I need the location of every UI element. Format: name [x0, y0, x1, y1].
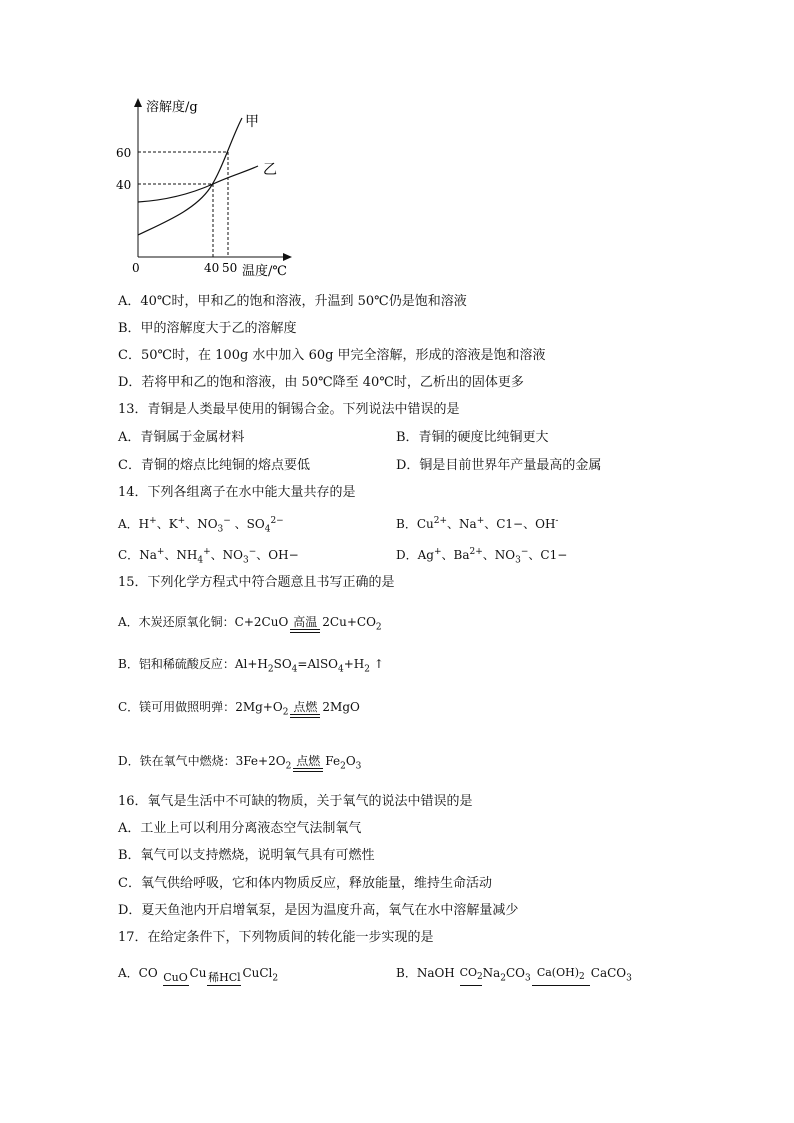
q15-option-c-condition	[290, 701, 320, 718]
q15-option-c: C．镁可用做照明弹：$2Mg+O_2$ 点燃 2MgO	[118, 700, 360, 718]
q17-option-b-arrow1	[460, 967, 482, 986]
y-axis-arrow	[134, 98, 142, 107]
q17-option-a-arrow2	[207, 972, 241, 986]
q17-option-b: B．NaOH $CO_2$ $Na_2CO_3$ $Ca(OH)_2$ CaCO$_3$	[396, 965, 632, 986]
q13-option-a: A．青铜属于金属材料	[118, 430, 245, 445]
q13-stem: 13．青铜是人类最早使用的铜锡合金。下列说法中错误的是	[118, 402, 460, 417]
q14-option-c: C．Na+、$NH_4^+$、$NO_3^-$、OH−	[118, 547, 299, 566]
q17-option-b-arrow2	[532, 967, 590, 986]
q14-option-b: B．$Cu^{2+}$、Na+、C1−、OH-	[396, 516, 559, 531]
q15-option-d-condition	[293, 755, 323, 772]
origin-label: 0	[132, 261, 140, 275]
q15-option-b-label: B．铝和稀硫酸反应：	[118, 657, 235, 671]
q17-option-a-arrow1	[163, 972, 189, 986]
q17-option-b-reagent2: $Ca(OH)_2$	[536, 966, 585, 983]
q14-option-c-label: C．	[118, 548, 140, 562]
q15-option-a-condition	[290, 616, 320, 633]
x-tick-40: 40	[204, 261, 220, 275]
q15-option-c-cond-text: 点燃	[293, 700, 318, 715]
q17-option-a-reagent2: 稀HCl	[208, 971, 241, 985]
q17-option-a: A．CO CuO Cu 稀HCl CuCl$_2$	[118, 966, 279, 985]
q14-option-d-label: D．	[396, 548, 418, 562]
q15-option-b: B．铝和稀硫酸反应：$Al+H_2SO_4=AlSO_4+H_2$ ↑	[118, 657, 384, 675]
q17-option-a-start: A．CO	[118, 966, 158, 980]
q16-option-a: A．工业上可以利用分离液态空气法制氧气	[118, 821, 362, 836]
y-tick-60: 60	[116, 146, 132, 160]
q17-option-b-start: B．NaOH	[396, 966, 455, 980]
q15-option-d: D．铁在氧气中燃烧：$3Fe+2O_2$ 点燃 $Fe_2O_3$	[118, 754, 362, 772]
q16-option-b: B．氧气可以支持燃烧，说明氧气具有可燃性	[118, 848, 375, 863]
q17-option-b-mid: Na	[482, 966, 501, 980]
q14-option-d: D．Ag+、$Ba^{2+}$、$NO_3^-$、C1−	[396, 547, 568, 566]
q15-option-c-label: C．镁可用做照明弹：	[118, 700, 236, 714]
q16-option-d: D．夏天鱼池内开启增氧泵，是因为温度升高，氧气在水中溶解量减少	[118, 903, 519, 918]
series-jia-label: 甲	[245, 114, 259, 130]
q17-option-a-reagent1: CuO	[163, 971, 188, 985]
q12-option-a: A．40℃时，甲和乙的饱和溶液，升温到 50℃仍是饱和溶液	[118, 294, 467, 309]
q17-option-b-reagent1: $CO_2$	[459, 966, 483, 983]
q12-option-d: D．若将甲和乙的饱和溶液，由 50℃降至 40℃时，乙析出的固体更多	[118, 375, 524, 390]
q16-stem: 16．氧气是生活中不可缺的物质，关于氧气的说法中错误的是	[118, 794, 473, 809]
q15-option-a: A．木炭还原氧化铜：C+2CuO 高温 $2Cu+CO_2$	[118, 615, 382, 633]
q15-stem: 15．下列化学方程式中符合题意且书写正确的是	[118, 575, 395, 590]
x-axis-label: 温度/℃	[242, 264, 287, 279]
q17-option-b-end: CaCO	[590, 966, 627, 980]
q14-option-b-label: B．	[396, 517, 417, 531]
q13-option-c: C．青铜的熔点比纯铜的熔点要低	[118, 458, 310, 473]
x-axis-arrow	[283, 253, 292, 261]
solubility-chart	[110, 92, 300, 282]
x-tick-50: 50	[222, 261, 238, 275]
q14-option-a-label: A．	[118, 517, 139, 531]
series-yi-label: 乙	[263, 162, 277, 178]
q12-option-b: B．甲的溶解度大于乙的溶解度	[118, 321, 297, 336]
q15-option-d-label: D．铁在氧气中燃烧：	[118, 754, 236, 768]
series-jia-curve	[138, 118, 242, 235]
q14-stem: 14．下列各组离子在水中能大量共存的是	[118, 485, 356, 500]
q17-option-a-end: CuCl	[242, 966, 273, 980]
q15-option-d-cond-text: 点燃	[296, 754, 321, 769]
q16-option-c: C．氧气供给呼吸，它和体内物质反应，释放能量，维持生命活动	[118, 876, 492, 891]
q13-option-b: B．青铜的硬度比纯铜更大	[396, 430, 549, 445]
q13-option-d: D．铜是目前世界年产量最高的金属	[396, 458, 602, 473]
q14-option-a: A．H+、K+、$NO_3^-$ 、$SO_4^{2-}$	[118, 516, 284, 535]
y-axis-label: 溶解度/g	[146, 100, 198, 115]
y-tick-40: 40	[116, 178, 132, 192]
q12-option-c: C．50℃时，在 100g 水中加入 60g 甲完全溶解，形成的溶液是饱和溶液	[118, 348, 546, 363]
q17-stem: 17．在给定条件下，下列物质间的转化能一步实现的是	[118, 930, 434, 945]
q17-option-a-mid: Cu	[189, 966, 207, 980]
q15-option-a-cond-text: 高温	[293, 615, 318, 630]
q15-option-a-label: A．木炭还原氧化铜：	[118, 615, 235, 629]
